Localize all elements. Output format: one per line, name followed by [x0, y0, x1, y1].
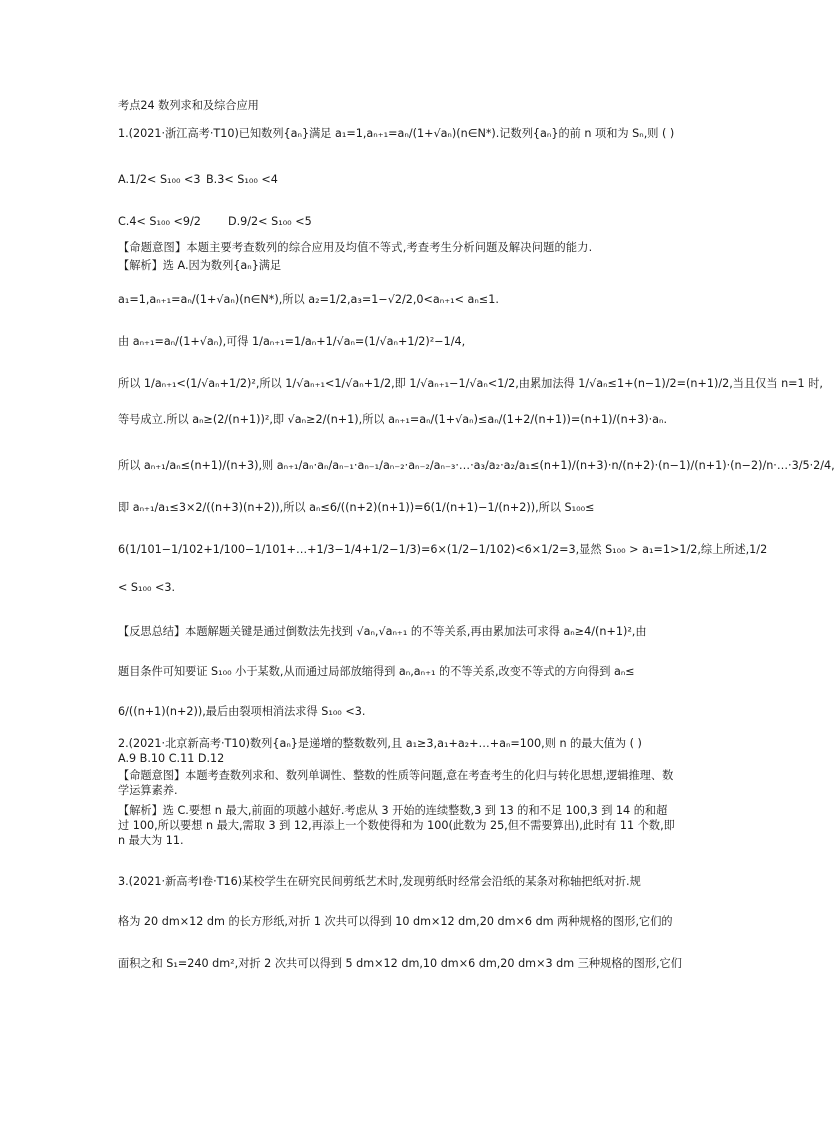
q1-solution-line: 等号成立.所以 aₙ≥(2/(n+1))²,即 √aₙ≥2/(n+1),所以 aₙ₊₁=aₙ/(1+√aₙ)≤aₙ/(1+2/(n+1))=(n+1)/(n+3)·aₙ. — [118, 413, 668, 426]
q3-line: 格为 20 dm×12 dm 的长方形纸,对折 1 次共可以得到 10 dm×12 dm,20 dm×6 dm 两种规格的图形,它们的 — [118, 915, 673, 928]
q2-intent: 【命题意图】本题考查数列求和、数列单调性、整数的性质等问题,意在考查考生的化归与转化思想,逻辑推理、数学运算素养. — [118, 769, 674, 797]
q1-option-d: D.9/2< S₁₀₀ <5 — [228, 215, 312, 228]
q3-line: 3.(2021·新高考Ⅰ卷·T16)某校学生在研究民间剪纸艺术时,发现剪纸时经常会沿纸的某条对称轴把纸对折.规 — [118, 875, 641, 888]
q1-option-b: B.3< S₁₀₀ <4 — [206, 173, 278, 186]
q1-solution-line: a₁=1,aₙ₊₁=aₙ/(1+√aₙ)(n∈N*),所以 a₂=1/2,a₃=1−√2/2,0<aₙ₊₁< aₙ≤1. — [118, 293, 499, 306]
q1-solution-line: 即 aₙ₊₁/a₁≤3×2/((n+3)(n+2)),所以 aₙ≤6/((n+2)(n+1))=6(1/(n+1)−1/(n+2)),所以 S₁₀₀≤ — [118, 501, 595, 514]
q2-stem: 2.(2021·北京新高考·T10)数列{aₙ}是递增的整数数列,且 a₁≥3,a₁+a₂+…+aₙ=100,则 n 的最大值为 ( ) — [118, 737, 642, 750]
q1-solution-line: < S₁₀₀ <3. — [118, 581, 176, 594]
q2-solution: 【解析】选 C.要想 n 最大,前面的项越小越好.考虑从 3 开始的连续整数,3 到 13 的和不足 100,3 到 14 的和超过 100,所以要想 n 最大,需取 3 到 12,再添上一个数使得和为 100(此数为 25,但不需要算出),此时有 11 个数,即 n 最大为 11. — [118, 804, 675, 847]
q1-solution-line: 所以 aₙ₊₁/aₙ≤(n+1)/(n+3),则 aₙ₊₁/aₙ·aₙ/aₙ₋₁·aₙ₋₁/aₙ₋₂·aₙ₋₂/aₙ₋₃·…·a₃/a₂·a₂/a₁≤(n+1)/(n+3)·n/(n+2)·(n−1)/(n+1)·(n−2)/n·…·3/5·2/4, — [118, 459, 835, 472]
q1-solution-line: 6(1/101−1/102+1/100−1/101+…+1/3−1/4+1/2−1/3)=6×(1/2−1/102)<6×1/2=3,显然 S₁₀₀ > a₁=1>1/2,综上所述,1/2 — [118, 543, 768, 556]
q1-summary-line: 【反思总结】本题解题关键是通过倒数法先找到 √aₙ,√aₙ₊₁ 的不等关系,再由累加法可求得 aₙ≥4/(n+1)²,由 — [118, 625, 647, 638]
section-title: 考点24 数列求和及综合应用 — [118, 99, 259, 112]
q1-solution-line: 【解析】选 A.因为数列{aₙ}满足 — [118, 259, 282, 272]
q1-summary-line: 6/((n+1)(n+2)),最后由裂项相消法求得 S₁₀₀ <3. — [118, 705, 366, 718]
q1-solution-line: 由 aₙ₊₁=aₙ/(1+√aₙ),可得 1/aₙ₊₁=1/aₙ+1/√aₙ=(1/√aₙ+1/2)²−1/4, — [118, 335, 466, 348]
q1-option-a: A.1/2< S₁₀₀ <3 — [118, 173, 201, 186]
q3-line: 面积之和 S₁=240 dm²,对折 2 次共可以得到 5 dm×12 dm,10 dm×6 dm,20 dm×3 dm 三种规格的图形,它们 — [118, 957, 682, 970]
q1-summary-line: 题目条件可知要证 S₁₀₀ 小于某数,从而通过局部放缩得到 aₙ,aₙ₊₁ 的不等关系,改变不等式的方向得到 aₙ≤ — [118, 665, 635, 678]
q1-solution-line: 所以 1/aₙ₊₁<(1/√aₙ+1/2)²,所以 1/√aₙ₊₁<1/√aₙ+1/2,即 1/√aₙ₊₁−1/√aₙ<1/2,由累加法得 1/√aₙ≤1+(n−1)/2=(n+1)/2,当且仅当 n=1 时, — [118, 377, 823, 390]
q1-option-c: C.4< S₁₀₀ <9/2 — [118, 215, 201, 228]
q1-stem: 1.(2021·浙江高考·T10)已知数列{aₙ}满足 a₁=1,aₙ₊₁=aₙ/(1+√aₙ)(n∈N*).记数列{aₙ}的前 n 项和为 Sₙ,则 ( ) — [118, 127, 675, 140]
q1-intent: 【命题意图】本题主要考查数列的综合应用及均值不等式,考查考生分析问题及解决问题的能力. — [118, 241, 593, 254]
q2-options: A.9 B.10 C.11 D.12 — [118, 752, 225, 765]
